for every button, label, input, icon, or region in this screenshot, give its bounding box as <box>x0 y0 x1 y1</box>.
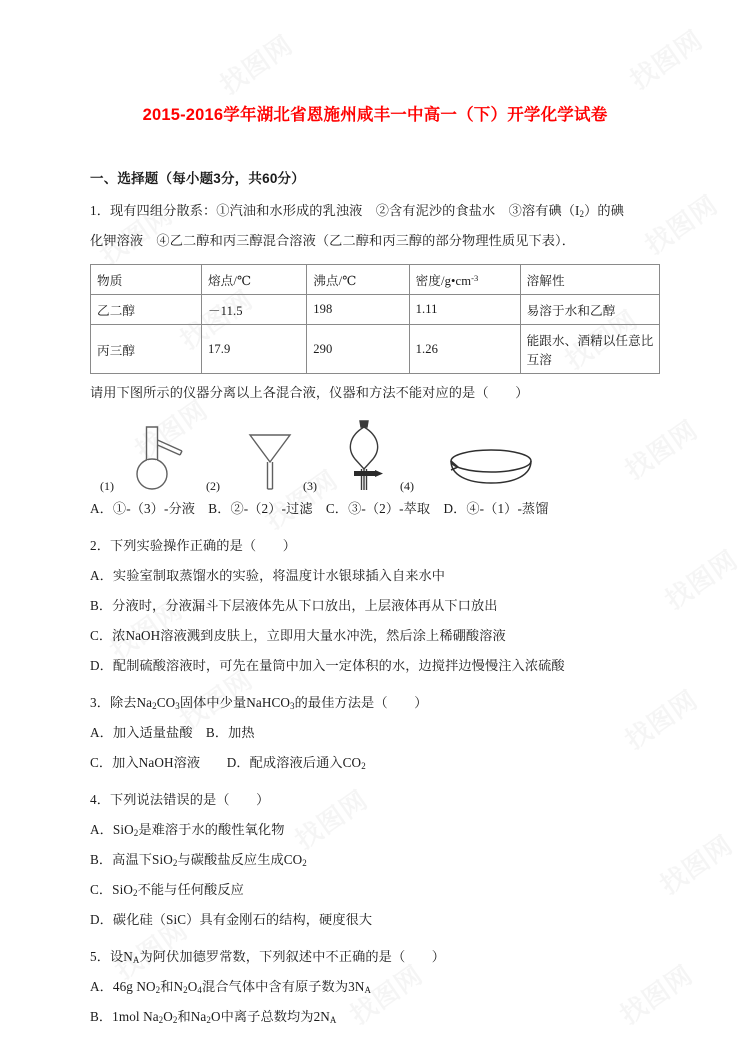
distillation-flask-icon <box>122 418 200 492</box>
question-3-stem: 3．除去$Na_2CO_3$固体中少量NaHCO$_3$的最佳方法是（ ） <box>90 695 428 712</box>
apparatus-figure-row <box>90 414 660 494</box>
question-5-stem: 5．设$N_A$为阿伏加德罗常数，下列叙述中不正确的是（ ） <box>90 949 446 966</box>
table-header-cell: 熔点/℃ <box>201 265 306 295</box>
question-2-option-d: D．配制硫酸溶液时，可先在量筒中加入一定体积的水，边搅拌边慢慢注入浓硫酸 <box>90 658 565 673</box>
question-3-options-row-1: A．加入适量盐酸 B．加热 <box>90 725 255 740</box>
table-header-cell: 密度$/g•cm^{-3}$ <box>409 265 520 295</box>
question-2-option-b: B．分液时，分液漏斗下层液体先从下口放出，上层液体再从下口放出 <box>90 598 498 613</box>
table-cell: 1.11 <box>409 295 520 325</box>
properties-table <box>90 264 660 374</box>
question-2-stem: 2．下列实验操作正确的是（ ） <box>90 538 297 553</box>
apparatus-4-label: (4) <box>400 479 414 493</box>
question-2-option-c: C．浓NaOH溶液溅到皮肤上，立即用大量水冲洗，然后涂上稀硼酸溶液 <box>90 628 506 643</box>
table-header-cell: 物质 <box>91 265 202 295</box>
apparatus-2 <box>206 414 311 494</box>
page-title: 2015-2016学年湖北省恩施州咸丰一中高一（下）开学化学试卷 <box>142 106 608 124</box>
table-row <box>91 295 660 325</box>
table-cell: 17.9 <box>201 325 306 374</box>
question-5-option-a: A．46g $NO_2$和$N_2O_4$混合气体中含有原子数为$3N_A$ <box>90 979 372 996</box>
table-cell: 能跟水、酒精以任意比互溶 <box>520 325 659 374</box>
question-4-stem: 4．下列说法错误的是（ ） <box>90 792 270 807</box>
table-cell: 290 <box>307 325 409 374</box>
funnel-icon <box>240 418 300 492</box>
question-1-options: A．①-（3）-分液 B．②-（2）-过滤 C．③-（2）-萃取 D．④-（1）-蒸馏 <box>90 501 549 516</box>
table-cell: 易溶于水和乙醇 <box>520 295 659 325</box>
question-4-option-a: A．SiO$_2$是难溶于水的酸性氧化物 <box>90 822 285 839</box>
table-cell: 198 <box>307 295 409 325</box>
table-row <box>91 325 660 374</box>
question-5-option-b: B．1mol $Na_2O_2$和$Na_2O$中离子总数均为$2N_A$ <box>90 1009 337 1026</box>
table-cell: 1.26 <box>409 325 520 374</box>
question-1-stem-line-2: 化钾溶液 ④乙二醇和丙三醇混合溶液（乙二醇和丙三醇的部分物理性质见下表）． <box>90 233 576 248</box>
question-3-options-row-2: C．加入NaOH溶液 D．配成溶液后通入$CO_2$ <box>90 755 366 772</box>
apparatus-3-label: (3) <box>303 479 317 493</box>
question-4-option-b: B．高温下SiO$_2$与碳酸盐反应生成$CO_2$ <box>90 852 307 869</box>
evaporating-dish-icon <box>436 444 546 488</box>
question-4-option-d: D．碳化硅（SiC）具有金刚石的结构，硬度很大 <box>90 912 373 927</box>
question-1-stem-line-1: 1．现有四组分散系：①汽油和水形成的乳浊液 ②含有泥沙的食盐水 ③溶有碘$(I_2)$的碘 <box>90 203 625 220</box>
apparatus-2-label: (2) <box>206 479 220 493</box>
table-cell: 丙三醇 <box>91 325 202 374</box>
apparatus-1 <box>100 414 210 494</box>
table-cell: 乙二醇 <box>91 295 202 325</box>
question-4-option-c: C．SiO$_2$不能与任何酸反应 <box>90 882 244 899</box>
table-cell: －11.5 <box>201 295 306 325</box>
table-header-row <box>91 265 660 295</box>
apparatus-4 <box>400 414 560 494</box>
apparatus-1-label: (1) <box>100 479 114 493</box>
question-2-option-a: A．实验室制取蒸馏水的实验，将温度计水银球插入自来水中 <box>90 568 446 583</box>
table-header-cell: 溶解性 <box>520 265 659 295</box>
table-header-cell: 沸点/℃ <box>307 265 409 295</box>
separating-funnel-icon <box>333 416 395 492</box>
question-1-lead: 请用下图所示的仪器分离以上各混合液，仪器和方法不能对应的是（ ） <box>90 385 529 400</box>
section-heading: 一、选择题（每小题3分，共60分） <box>90 171 305 186</box>
apparatus-3 <box>303 414 408 494</box>
